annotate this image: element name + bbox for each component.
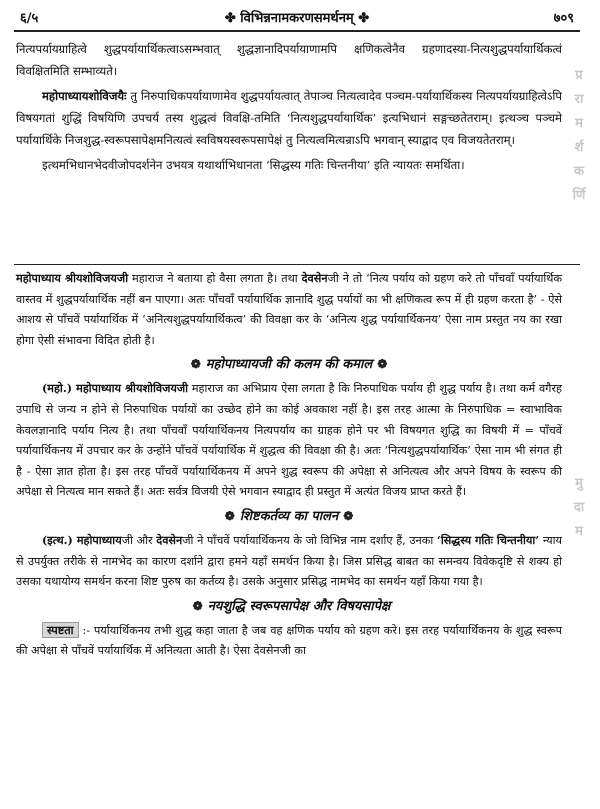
heading-2-text: शिष्टकर्तव्य का पालन [239,508,339,524]
margin-char: रा [574,92,584,107]
margin-text-bottom [568,472,590,544]
margin-char: क [574,164,584,179]
margin-char: म [575,524,583,539]
flower-ornament-icon: ❁ [190,357,201,372]
clarification-label: स्पष्टता [42,622,79,638]
hindi-p2-author-title: (महो.) महोपाध्याय [42,381,126,396]
hindi-p3-text-b: जी ने पाँचवें पर्यायार्थिकनय के जो विभिन्न नाम दर्शाए हैं, उनका [182,533,437,547]
hindi-p3-text-a: जी और [121,533,157,547]
hindi-p1-text-b: जी ने तो ‘नित्य पर्याय को ग्रहण करे तो पाँचवाँ पर्यायार्थिक वास्तव में शुद्धपर्यायार्थिक नहीं बन पाएगा। अतः पाँचवाँ पर्यायार्थिक ज्ञानादि शुद्ध पर्यायों का भी क्षणिकत्व रूप में ही ग्रहण करता है’ - ऐसे आशय से पाँचवें पर्यायार्थिक में ‘अनित्यशुद्धपर्यायार्थिकत्व’ की विवक्षा कर के ‘अनित्य शुद्ध पर्यायार्थिकनय’ ऐसा नाम प्रस्तुत नय का रखा होगा ऐसी संभावना विदित होती है। [16,272,562,347]
margin-text-top [568,64,590,208]
hindi-p2-text: महाराज का अभिप्राय ऐसा लगता है कि निरुपाधिक पर्याय ही शुद्ध पर्याय है। तथा कर्म वगैरह उपाधि से जन्य न होने से निरुपाधिक पर्यायों का उच्छेद होने का कोई अवकाश नहीं है। इस तरह आत्मा के निरुपाधिक = स्वाभाविक केवलज्ञानादि पर्याय नित्य है। तथा पाँचवाँ पर्यायार्थिकनय नित्यपर्याय का ग्राहक होने पर भी विषयगत शुद्धि का विषयी में = पाँचवें पर्यायार्थिकनय में उपचार कर के उन्होंने पाँचवें पर्यायार्थिक में शुद्धत्व की विवक्षा की है। अतः ‘नित्यशुद्धपर्यायार्थिक’ ऐसा नाम भी संगत ही है - ऐसा ज्ञात होता है। इस तरह पाँचवें पर्यायार्थिकनय में अपने शुद्ध स्वरूप की अपेक्षा से अनित्यत्व और अपने विषय के स्वरूप की अपेक्षा से नित्यत्व मान सकते हैं। अतः सर्वत्र विजयी ऐसे भगवान स्याद्वाद ही प्रस्तुत में अत्यंत विजय प्राप्त करते हैं। [16,382,562,499]
page-number-left: ६/५ [20,11,39,26]
page-title: ✤ विभिन्ननामकरणसमर्थनम् ✤ [224,11,370,26]
sanskrit-paragraph-3: इत्थमभिधानभेदवीजोपदर्शनेन उभयत्र यथार्थाभिधानता ‘सिद्धस्य गतिः चिन्तनीया’ इति न्यायतः समर्थिता। [42,158,465,172]
margin-char: प्र [575,68,583,83]
margin-char: र्श [574,140,584,155]
hindi-p1-author-name: श्रीयशोविजयजी [65,271,129,285]
flower-ornament-icon: ❁ [377,357,388,372]
hindi-paragraph-4 [16,620,562,662]
section-heading-3 [16,596,562,617]
sanskrit-paragraph-1: नित्यपर्यायग्राहित्वे शुद्धपर्यायार्थिकत्वाऽसम्भवात् शुद्धज्ञानादिपर्यायाणामपि क्षणिकत्वेनैव ग्रहणादस्या-नित्यशुद्धपर्यायार्थिकत्वं विवक्षितमिति सम्भाव्यते। [16,42,562,78]
sanskrit-author-name: महोपाध्यायशोविजयैः [42,89,127,103]
page-header [14,6,580,28]
sanskrit-paragraph-2-text: तु निरुपाधिकपर्यायाणामेव शुद्धपर्यायत्वात् तेपाञ्च नित्यत्वादेव पञ्चम-पर्यायार्थिकस्य नित्यपर्यायग्राहित्वेऽपि विषयगतां शुद्धिं विषयिणि उपचर्य तस्य शुद्धत्वं विवक्षि-तमिति ‘नित्यशुद्धपर्यायार्थिक’ इत्यभिधानं सङ्गच्छतेतराम्। इत्थञ्च पञ्चमे पर्यायार्थिके निजशुद्ध-स्वरूपसापेक्षमनित्यत्वं स्वविषयस्वरूपसापेक्षं तु नित्यत्वमित्यन्राऽपि भगवान् स्याद्वाद एव विजयतेतराम्। [16,89,562,147]
margin-char: दा [573,500,585,515]
hindi-p3-author-title: (इत्थ.) महोपाध्याय [42,532,122,547]
hindi-paragraph-3 [16,530,562,593]
hindi-paragraph-2 [16,378,562,503]
hindi-p1-author-title: महोपाध्याय [16,271,66,285]
flower-ornament-icon: ❁ [224,508,235,523]
heading-1-text: महोपाध्यायजी की कलम की कमाल [205,357,373,373]
header-rule [14,30,580,32]
hindi-p3-text-c: न्याय से उपर्युक्त तरीके से नामभेद का कारण दर्शाने द्वारा हमने यहाँ समर्थन किया है। जिस प्रसिद्ध बाबत का समन्वय विवेकदृष्टि से शक्य हो उसका यथायोग्य समर्थन करना शिष्ट पुरुष का कर्तव्य है। उसके अनुसार प्रसिद्ध नामभेद का समर्थन यहाँ किया गया है। [16,533,562,589]
section-heading-2 [16,506,562,527]
page-number-right: ७०९ [553,11,574,26]
hindi-p3-maxim: ‘सिद्धस्य गतिः चिन्तनीया’ [436,532,540,547]
hindi-p4-text: :- पर्यायार्थिकनय तभी शुद्ध कहा जाता है जब वह क्षणिक पर्याय को ग्रहण करे। इस तरह पर्यायार्थिकनय के शुद्ध स्वरूप की अपेक्षा से पाँचवें पर्यायार्थिक में अनित्यता आती है। ऐसा देवसेनजी का [16,623,562,658]
margin-char: म [575,116,583,131]
margin-char: र्णि [572,188,586,203]
sanskrit-paragraph-2 [16,85,562,151]
section-heading-1 [16,354,562,375]
flower-ornament-icon: ❁ [343,508,354,523]
sanskrit-commentary [16,38,562,179]
margin-char: मु [575,476,583,491]
flower-ornament-icon: ❁ [192,598,203,613]
section-rule [14,264,580,265]
hindi-p2-author-name: श्रीयशोविजयजी [125,381,189,396]
hindi-p1-text-a: महाराज ने बताया हो वैसा लगता है। तथा [128,272,302,285]
hindi-p3-devsen: देवसेन [156,532,183,547]
hindi-translation [16,268,562,662]
heading-3-text: नयशुद्धि स्वरूपसापेक्ष और विषयसापेक्ष [207,598,391,614]
hindi-paragraph-1 [16,268,562,351]
hindi-p1-devsen: देवसेन [301,271,328,285]
